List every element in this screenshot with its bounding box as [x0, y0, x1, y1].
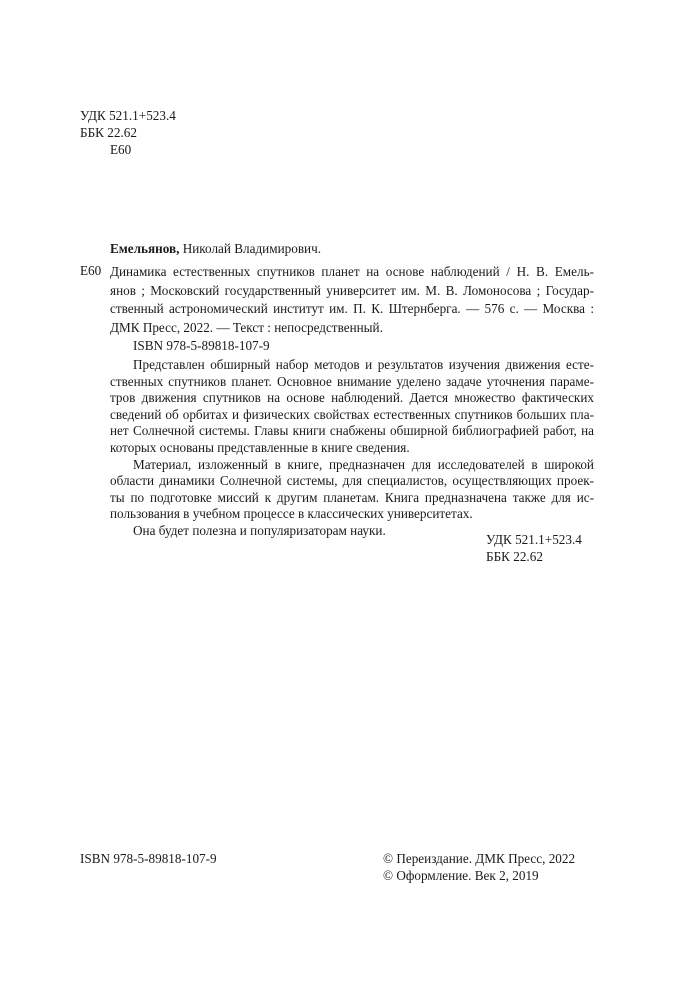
author-mark-top: Е60 — [110, 142, 132, 157]
author-given-names: Николай Владимирович. — [179, 241, 322, 256]
author-surname: Емельянов, — [110, 241, 180, 256]
abstract-line: Она будет полезна и популяризаторам науки. — [133, 522, 386, 538]
author-mark-entry: Е60 — [80, 263, 102, 278]
bbk-code-top: ББК 22.62 — [80, 125, 137, 140]
abstract-line: ственных спутников планет. Основное внимание уделено задаче уточнения параме- — [110, 373, 594, 389]
abstract-line: Материал, изложенный в книге, предназначен для исследователей в широкой — [133, 456, 594, 472]
abstract-line: ты по подготовке миссий к другим планетам. Книга предназначена также для ис- — [110, 489, 594, 505]
isbn-footer: ISBN 978-5-89818-107-9 — [80, 851, 217, 866]
biblio-line: ДМК Пресс, 2022. — Текст : непосредственный. — [110, 319, 383, 335]
bbk-code-right: ББК 22.62 — [486, 549, 543, 564]
copyright-design: © Оформление. Век 2, 2019 — [383, 868, 539, 883]
udk-code-top: УДК 521.1+523.4 — [80, 108, 176, 123]
bibliographic-record — [110, 263, 594, 337]
udk-code-right: УДК 521.1+523.4 — [486, 532, 582, 547]
biblio-line: ственный астрономический институт им. П. К. Штернберга. — 576 с. — Москва : — [110, 301, 594, 316]
abstract-line: которых основаны представленные в книге сведения. — [110, 439, 410, 455]
isbn-entry: ISBN 978-5-89818-107-9 — [133, 338, 270, 353]
copyright-reissue: © Переиздание. ДМК Пресс, 2022 — [383, 851, 576, 866]
abstract-line: Представлен обширный набор методов и результатов изучения движения есте- — [133, 357, 594, 372]
abstract-line: нет Солнечной системы. Главы книги снабжены обширной библиографией работ, на — [110, 423, 594, 439]
biblio-line: Динамика естественных спутников планет на основе наблюдений / Н. В. Емель- — [110, 264, 594, 279]
abstract-line: пользования в учебном процессе в классических университетах. — [110, 506, 473, 522]
abstract-line: сведений об орбитах и физических свойствах естественных спутников больших пла- — [110, 406, 594, 422]
biblio-line: янов ; Московский государственный университет им. М. В. Ломоносова ; Государ- — [110, 282, 594, 298]
abstract — [110, 357, 594, 540]
abstract-line: тров движения спутников на основе наблюдений. Дается множество фактических — [110, 390, 594, 406]
author-heading — [110, 241, 321, 257]
abstract-line: области динамики Солнечной системы, для специалистов, осуществляющих проек- — [110, 473, 594, 489]
